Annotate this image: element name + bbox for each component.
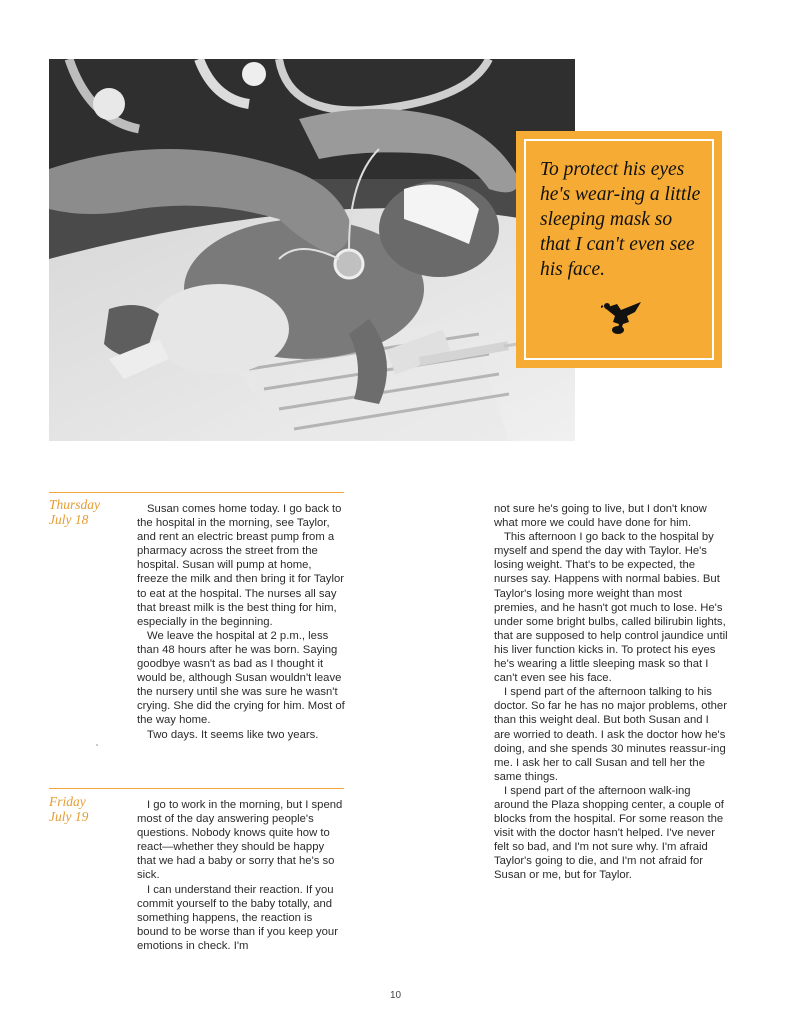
pull-quote-frame bbox=[524, 139, 714, 360]
paragraph: This afternoon I go back to the hospital by myself and spend the day with Taylor. He's losing weight. That's to be expected, the nurses say. Happens with normal babies. But Taylor's losing more weight than most premies, and he hasn't got much to lose. He's under some bright bulbs, called bilirubin lights, that are supposed to help control jaundice until his liver function kicks in. To protect his eyes he's wearing a little sleeping mask so that I can't even see his face. bbox=[494, 531, 728, 685]
section-rule-thursday bbox=[49, 492, 344, 493]
paragraph: I go to work in the morning, but I spend most of the day answering people's questions. Nobody knows quite how to react—whether they should be happy that we had a baby or sorry that he's so sick. bbox=[137, 799, 343, 882]
day-date: July 18 bbox=[49, 512, 89, 527]
day-name: Thursday bbox=[49, 497, 101, 512]
stork-icon bbox=[601, 300, 645, 336]
section-rule-friday bbox=[49, 788, 344, 789]
day-date: July 19 bbox=[49, 809, 89, 824]
day-label-friday bbox=[49, 794, 88, 824]
speck bbox=[96, 744, 98, 746]
paragraph: Susan comes home today. I go back to the hospital in the morning, see Taylor, and rent an electric breast pump from a pharmacy across the street from the hospital. Susan will pump at home, freeze the milk and then bring it for Taylor to eat at the hospital. The nurses all say that breast milk is the best thing for him, especially in the beginning. bbox=[137, 503, 345, 628]
paragraph: I can understand their reaction. If you commit yourself to the baby totally, and something happens, the reaction is bound to be worse than if you keep your emotions in check. I'm bbox=[137, 883, 338, 952]
paragraph: I spend part of the afternoon talking to his doctor. So far he has no major problems, other than this weight deal. But both Susan and I are worried to death. I ask the doctor how he's doing, and she spends 30 minutes reassur-ing me. I ask her to call Susan and tell her the same things. bbox=[494, 686, 727, 783]
pull-quote-text: To protect his eyes he's wear-ing a little sleeping mask so that I can't even see his face. bbox=[540, 159, 701, 280]
entry-text-friday bbox=[137, 798, 345, 953]
paragraph: Two days. It seems like two years. bbox=[147, 728, 319, 741]
entry-text-thursday bbox=[137, 502, 345, 742]
baby-photo bbox=[49, 59, 575, 441]
paragraph: I spend part of the afternoon walk-ing around the Plaza shopping center, a couple of blocks from the hospital. For some reason the visit with the doctor hasn't helped. I've never felt so bad, and I'm not sure why. I'm afraid Taylor's going to die, and I'm not afraid for Susan or me, but for Taylor. bbox=[494, 784, 724, 882]
page-number: 10 bbox=[389, 990, 402, 1001]
pull-quote-box bbox=[516, 131, 722, 368]
right-column-text bbox=[494, 502, 728, 883]
paragraph: not sure he's going to live, but I don't know what more we could have done for him. bbox=[494, 503, 707, 530]
day-name: Friday bbox=[49, 794, 86, 809]
paragraph: We leave the hospital at 2 p.m., less than 48 hours after he was born. Saying goodbye wasn't as bad as I thought it would be, although Susan wouldn't leave the nursery until she was sure he wasn't crying. She did the crying for him. Most of the way home. bbox=[137, 629, 345, 727]
day-label-thursday bbox=[49, 497, 100, 527]
